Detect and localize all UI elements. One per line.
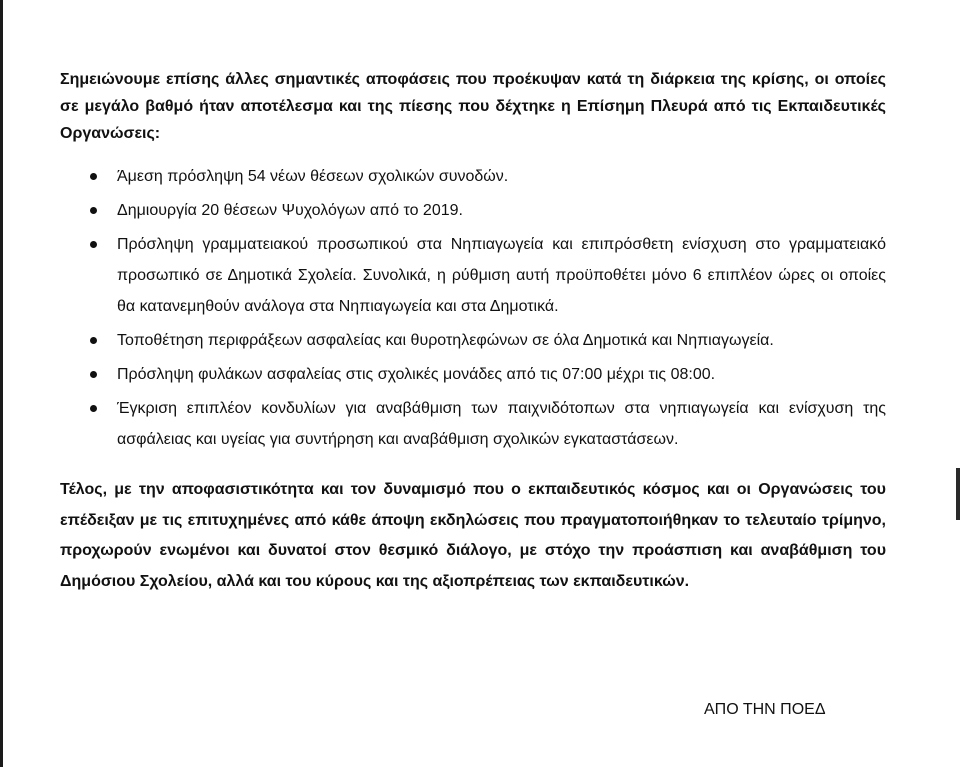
intro-paragraph: Σημειώνουμε επίσης άλλες σημαντικές αποφάσεις που προέκυψαν κατά τη διάρκεια της κρίσης, οι οποίες σε μεγάλο βαθμό ήταν αποτέλεσμα και της πίεσης που δέχτηκε η Επίσημη Πλευρά από τις Εκπαιδευτικές Οργανώσεις: (60, 71, 886, 142)
list-item (60, 161, 886, 192)
list-item-text: Τοποθέτηση περιφράξεων ασφαλείας και θυροτηλεφώνων σε όλα Δημοτικά και Νηπιαγωγεία. (117, 332, 774, 349)
list-item-text: Δημιουργία 20 θέσεων Ψυχολόγων από το 2019. (117, 202, 463, 219)
list-item-text: Πρόσληψη φυλάκων ασφαλείας στις σχολικές μονάδες από τις 07:00 μέχρι τις 08:00. (117, 366, 716, 383)
bullet-icon (90, 207, 97, 214)
list-item (60, 393, 886, 455)
bullet-icon (90, 337, 97, 344)
list-item (60, 195, 886, 226)
list-item (60, 325, 886, 356)
decisions-list (60, 161, 886, 458)
bullet-icon (90, 371, 97, 378)
list-item (60, 229, 886, 322)
list-item-text: Πρόσληψη γραμματειακού προσωπικού στα Νηπιαγωγεία και επιπρόσθετη ενίσχυση στο γραμματειακό προσωπικό σε Δημοτικά Σχολεία. Συνολικά, η ρύθμιση αυτή προϋποθέτει μόνο 6 επιπλέον ώρες οι οποίες θα κατανεμηθούν ανάλογα στα Νηπιαγωγεία και στα Δημοτικά. (117, 236, 886, 315)
page-right-edge-mark (956, 468, 960, 520)
list-item-text: Άμεση πρόσληψη 54 νέων θέσεων σχολικών συνοδών. (117, 168, 509, 185)
bullet-icon (90, 405, 97, 412)
page-left-edge (0, 0, 3, 767)
list-item-text: Έγκριση επιπλέον κονδυλίων για αναβάθμιση των παιχνιδότοπων στα νηπιαγωγεία και ενίσχυση της ασφάλειας και υγείας για συντήρηση και αναβάθμιση σχολικών εγκαταστάσεων. (117, 400, 886, 448)
bullet-icon (90, 173, 97, 180)
signature: ΑΠΟ ΤΗΝ ΠΟΕΔ (704, 701, 826, 718)
list-item (60, 359, 886, 390)
closing-paragraph: Τέλος, με την αποφασιστικότητα και τον δυναμισμό που ο εκπαιδευτικός κόσμος και οι Οργανώσεις του επέδειξαν με τις επιτυχημένες από κάθε άποψη εκδηλώσεις που πραγματοποιήθηκαν το τελευταίο τρίμηνο, προχωρούν ενωμένοι και δυνατοί στον θεσμικό διάλογο, με στόχο την προάσπιση και αναβάθμιση του Δημόσιου Σχολείου, αλλά και του κύρους και της αξιοπρέπειας των εκπαιδευτικών. (60, 481, 886, 590)
bullet-icon (90, 241, 97, 248)
